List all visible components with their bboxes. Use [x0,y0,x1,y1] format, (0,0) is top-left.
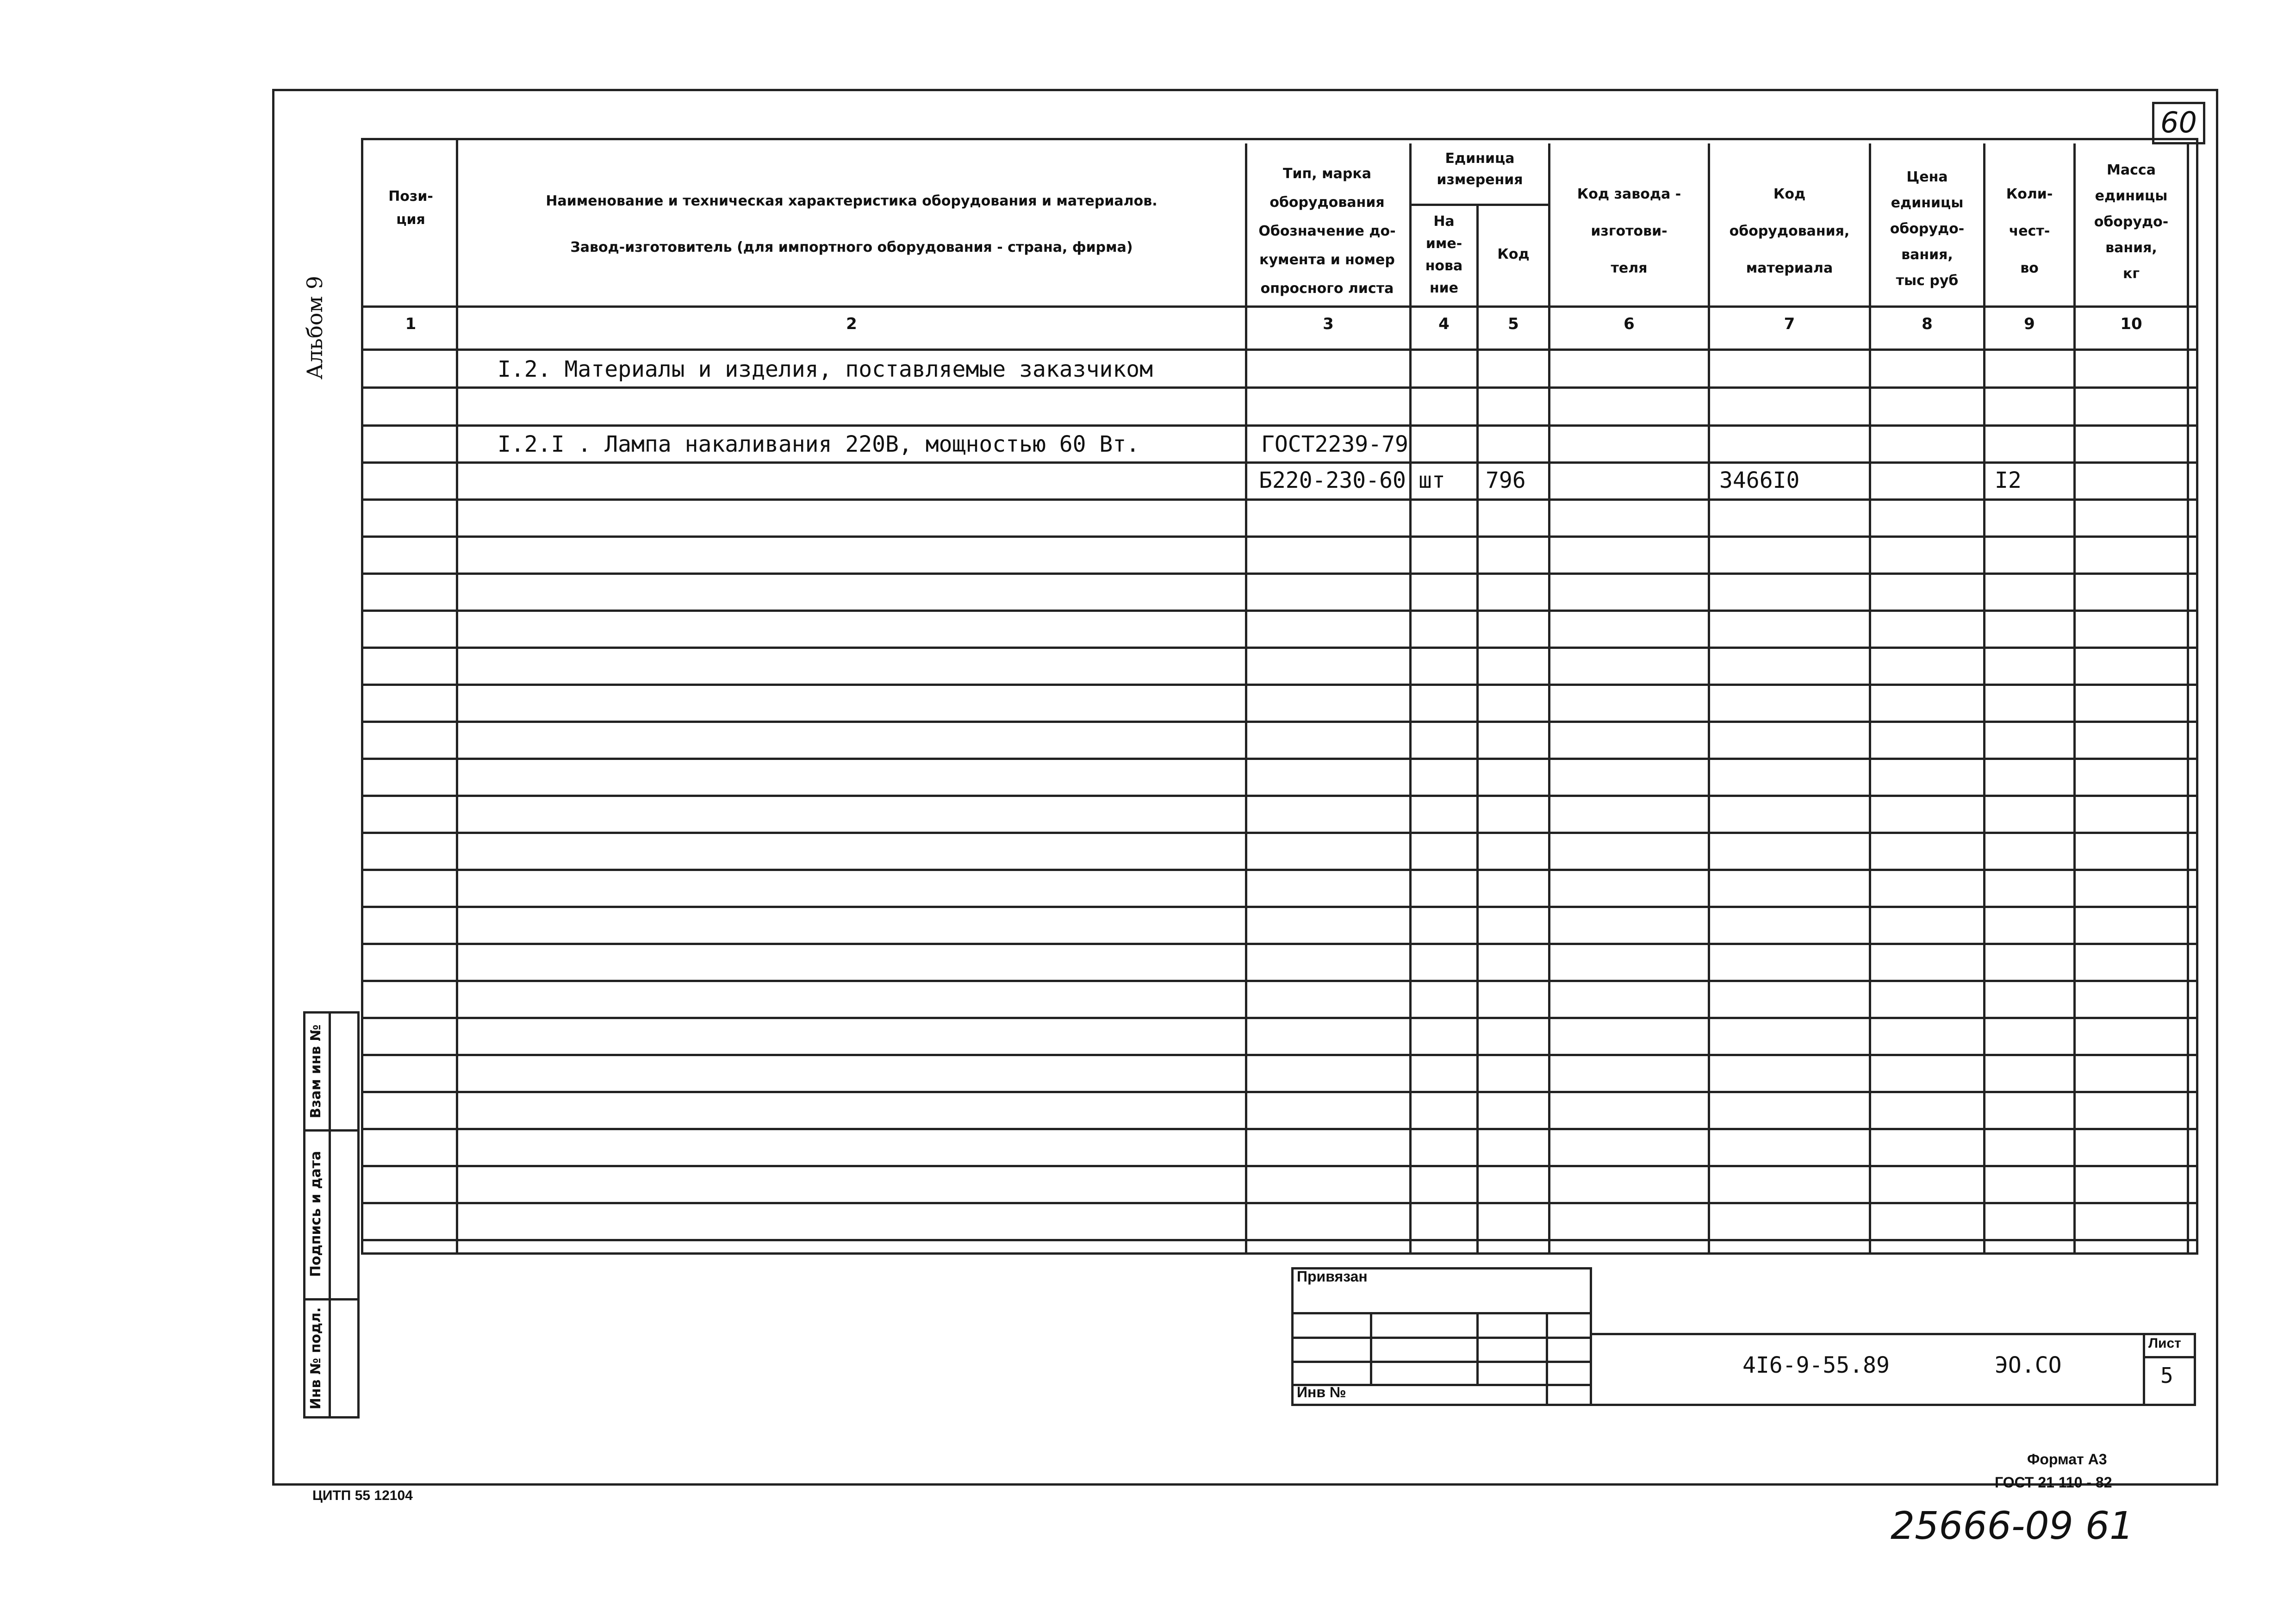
title-block-bottom [1592,1404,2196,1406]
table-row-line [361,832,2198,834]
col-number: 10 [2120,315,2142,333]
side-stamp-divider [329,1011,331,1419]
table-row-line [361,906,2198,908]
col-header: Код [1497,246,1530,262]
col-header: Код оборудования, материала [1729,186,1850,276]
side-stamp-signature: Подпись и дата [308,1151,324,1277]
col-line [1245,143,1247,1254]
row-name: I.2.I . Лампа накаливания 220В, мощностью 60 Вт. [498,431,1140,457]
table-row-line [361,535,2198,538]
col-number: 2 [846,315,857,333]
bound-divider [1476,1312,1479,1384]
title-block-line [1592,1333,2196,1335]
archive-number: 25666-09 61 [1891,1504,2134,1548]
table-row-line [361,758,2198,760]
col-header: Цена единицы оборудо- вания, тыс руб [1890,169,1965,289]
row-type: ГОСТ2239-79 [1261,431,1408,457]
table-row-line [361,1239,2198,1241]
col-header: Тип, марка оборудования Обозначение до- кумента и номер опросного листа [1258,166,1396,297]
col-number: 8 [1922,315,1933,333]
col-number: 3 [1323,315,1334,333]
document-code: ЭО.СО [1995,1352,2062,1378]
col-header: Пози- ция [388,188,433,228]
col-line [2073,143,2076,1254]
album-label: Альбом 9 [302,275,327,380]
standard-label: ГОСТ 21 110 - 82 [1995,1474,2112,1491]
col-number: 4 [1438,315,1450,333]
col-line [1409,143,1412,1254]
col-line [2187,143,2189,1254]
bound-inventory-label: Инв № [1297,1384,1346,1400]
table-row-line [361,980,2198,982]
row-type: Б220-230-60 [1259,467,1406,493]
col-number: 9 [2024,315,2035,333]
col-header: На име- нова ние [1425,213,1463,296]
table-row-line [361,795,2198,797]
row-equipment-code: 3466I0 [1719,467,1800,493]
printer-stamp: ЦИТП 55 12104 [312,1488,413,1503]
bound-divider [1370,1312,1372,1384]
side-stamp-replacement: Взам инв № [308,1024,324,1119]
number-row-bottom-line [361,348,2198,351]
bound-divider [1546,1312,1548,1405]
col-number: 7 [1784,315,1795,333]
table-row-line [361,1091,2198,1093]
row-unit-code: 796 [1486,467,1526,493]
col-header: Коли- чест- во [2006,186,2053,276]
unit-group-header: Единица измерения [1437,150,1523,188]
col-line [1708,143,1710,1254]
col-line [1476,204,1479,1254]
col-header: Наименование и техническая характеристика оборудования и материалов. Завод-изготовитель (для импортного оборудования - страна, фирма) [546,193,1157,255]
side-stamp-inventory: Инв № подл. [308,1307,324,1410]
col-number: 6 [1624,315,1635,333]
sheet-number: 5 [2160,1363,2173,1388]
sheet-label: Лист [2148,1336,2181,1351]
sheet-box-divider [2143,1356,2196,1358]
sheet-corner-number: 60 [2160,106,2197,139]
document-number: 4I6-9-55.89 [1742,1352,1890,1378]
bound-title: Привязан [1297,1268,1368,1285]
col-line [1869,143,1871,1254]
col-header: Код завода - изготови- теля [1577,186,1681,276]
table-row-line [361,943,2198,945]
col-number: 1 [405,315,417,333]
row-unit: шт [1419,467,1445,493]
table-row-line [361,498,2198,501]
row-name: I.2. Материалы и изделия, поставляемые заказчиком [498,356,1153,382]
table-row-line [361,424,2198,427]
table-row-line [361,386,2198,389]
header-bottom-line [361,305,2198,308]
table-row-line [361,1054,2198,1056]
table-row-line [361,572,2198,575]
table-row-line [361,1128,2198,1130]
table-row-line [361,721,2198,723]
table-row-line [361,647,2198,649]
col-number: 5 [1508,315,1519,333]
col-header: Масса единицы оборудо- вания, кг [2094,162,2169,282]
table-row-line [361,684,2198,686]
row-quantity: I2 [1995,467,2022,493]
table-row-line [361,1165,2198,1167]
format-label: Формат А3 [2027,1451,2107,1468]
side-stamp-divider [303,1129,360,1132]
table-row-line [361,461,2198,464]
col-line [1548,143,1550,1254]
unit-header-divider [1409,204,1548,206]
table-row-line [361,1017,2198,1019]
table-row-line [361,610,2198,612]
col-line [1983,143,1985,1254]
table-row-line [361,1202,2198,1204]
table-row-line [361,869,2198,871]
